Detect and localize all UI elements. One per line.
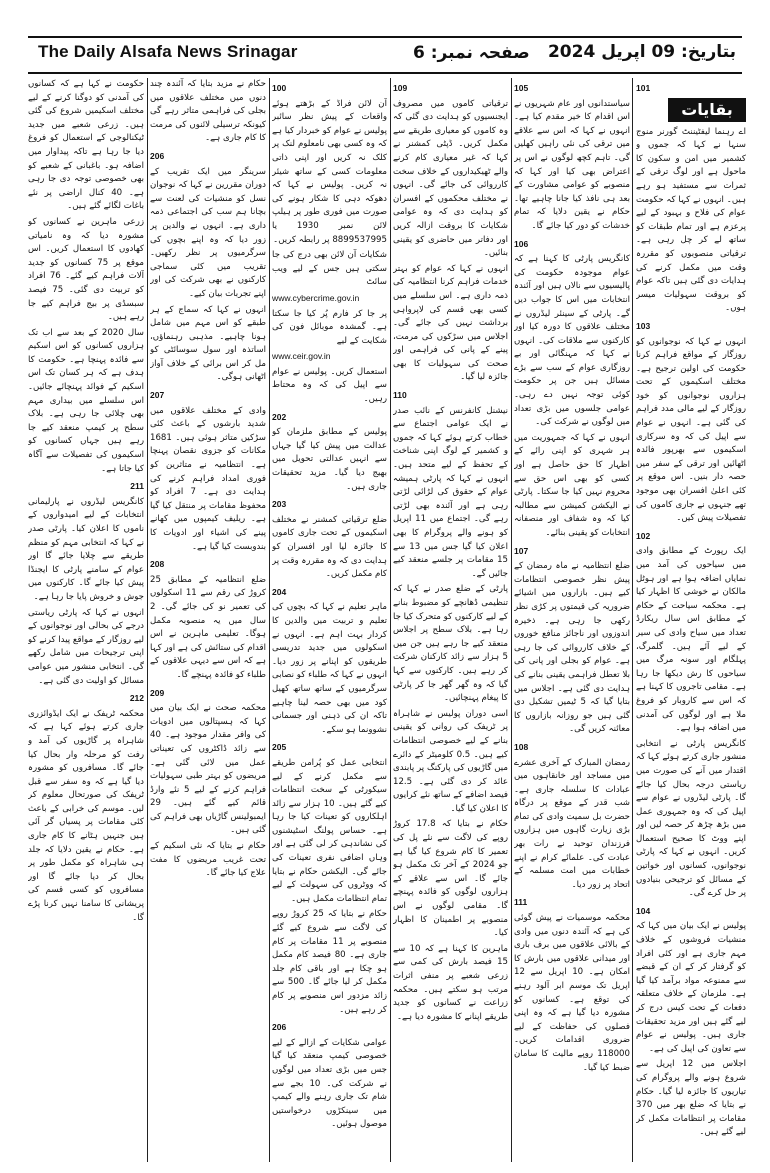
article-paragraph: حکومت نے کہا ہے کہ کسانوں کی آمدنی کو دوگنا کرنے کے لیے مختلف اسکیمیں شروع کی گئی ہیں۔ زرعی شعبے میں جدید ٹیکنالوجی کے استعمال کو فروغ دیا جا رہا ہے تاکہ پیداوار میں اضافہ ہو۔ باغبانی کے شعبے کو بھی خصوصی توجہ دی جا رہی ہے۔ 40 کنال اراضی پر نئے باغات لگائے گئے ہیں۔ — [28, 79, 144, 212]
story-number: 203 — [272, 499, 287, 510]
story-number: 100 — [272, 83, 287, 93]
masthead — [28, 36, 742, 74]
article-paragraph: شکایات آن لائن بھی درج کی جا سکتی ہیں جس کے لیے ویب سائٹ — [272, 250, 387, 288]
section-banner: بقایات — [668, 98, 746, 122]
column-2 — [514, 78, 630, 1162]
column-3 — [393, 78, 508, 1162]
story-number: 202 — [272, 411, 287, 422]
article-paragraph: اسی دوران پولیس نے شاہراہ پر ٹریفک کی روانی کو یقینی بنانے کے لیے خصوصی انتظامات کیے ہیں۔ 0.5 کلومیٹر کے دائرے میں گاڑیوں کی پارکنگ پر پابندی عائد کر دی گئی ہے۔ 12.5 فیصد اضافے کے ساتھ نئے کرایوں کا اعلان کیا گیا۔ — [393, 708, 508, 814]
article-paragraph: انہوں نے کہا کہ نوجوانوں کو روزگار کے مواقع فراہم کرنا حکومت کی اولین ترجیح ہے۔ مختلف اسکیموں کے تحت ہزاروں نوجوانوں کو خود روزگار کے لیے مالی مدد فراہم کی گئی ہے۔ انہوں نے عوام سے اپیل کی کہ وہ سرکاری اسکیموں سے بھرپور فائدہ اٹھائیں اور ترقی کے سفر میں حصہ دار بنیں۔ اس موقع پر کئی اعلیٰ افسران بھی موجود تھے جنہوں نے جاری کاموں کی تفصیلات پیش کیں۔ — [636, 336, 746, 524]
article-paragraph: سیاستدانوں اور عام شہریوں نے اس اقدام کا خیر مقدم کیا ہے۔ انہوں نے کہا کہ اس سے علاقے میں ترقی کی نئی راہیں کھلیں گی۔ تاہم کچھ لوگوں نے اس پر اعتراض بھی کیا اور کہا کہ منصوبے کو عوامی مشاورت کے بعد ہی نافذ کیا جانا چاہیے تھا۔ حکام نے یقین دلایا کہ تمام خدشات کو دور کیا جائے گا۔ — [514, 98, 630, 231]
story-number: 204 — [272, 586, 287, 597]
article-paragraph: حکام نے بتایا کہ نئی اسکیم کے تحت غریب مریضوں کا مفت علاج کیا جائے گا۔ — [150, 841, 266, 879]
article-paragraph: محکمہ صحت نے ایک بیان میں کہا کہ ہسپتالوں میں ادویات کی وافر مقدار موجود ہے۔ 40 سے زائد ڈاکٹروں کی تعیناتی عمل میں لائی گئی ہے۔ مریضوں کو بہتر طبی سہولیات فراہم کرنے کے لیے 5 نئے وارڈ قائم کیے گئے ہیں۔ 29 ایمبولینس گاڑیاں بھی فراہم کی گئی ہیں۔ — [150, 703, 266, 836]
article-paragraph: انہوں نے کہا کہ سماج کے ہر طبقے کو اس مہم میں شامل ہونا چاہیے۔ مذہبی رہنماؤں، اساتذہ اور سول سوسائٹی کو مل کر اس برائی کے خلاف آواز اٹھانی ہوگی۔ — [150, 304, 266, 383]
article-paragraph: عوامی شکایات کے ازالے کے لیے خصوصی کیمپ منعقد کیا گیا جس میں بڑی تعداد میں لوگوں نے شرکت کی۔ 10 بجے سے شام تک جاری رہنے والے کیمپ میں سینکڑوں درخواستیں موصول ہوئیں۔ — [272, 1037, 387, 1130]
story-number: 106 — [514, 238, 529, 249]
story-number: 109 — [393, 83, 408, 93]
article-paragraph: حکام نے مزید بتایا کہ آئندہ چند دنوں میں مختلف علاقوں میں بجلی کی فراہمی متاثر رہے گی کیونکہ ترسیلی لائنوں کی مرمت کا کام جاری ہے۔ — [150, 79, 266, 144]
article-paragraph: رمضان المبارک کے آخری عشرے میں مساجد اور خانقاہوں میں عبادات کا سلسلہ جاری ہے۔ شب قدر کے موقع پر درگاہ حضرت بل سمیت وادی کی تمام بڑی زیارت گاہوں میں ہزاروں فرزندان توحید نے رات بھر عبادت کی۔ علمائے کرام نے اپنے خطابات میں امت مسلمہ کے اتحاد پر زور دیا۔ — [514, 757, 630, 890]
article-paragraph: حکام نے بتایا کہ 17.8 کروڑ روپے کی لاگت سے نئے پل کی تعمیر کا کام شروع کیا گیا ہے جو 2024 کے آخر تک مکمل ہو جائے گا۔ اس سے علاقے کے ہزاروں لوگوں کو فائدہ پہنچے گا۔ مقامی لوگوں نے اس منصوبے پر اطمینان کا اظہار کیا۔ — [393, 819, 508, 939]
story-number: 206 — [150, 150, 165, 161]
article-paragraph: کانگریس پارٹی نے انتخابی منشور جاری کرتے ہوئے کہا کہ اقتدار میں آنے کی صورت میں ریاستی درجہ بحال کیا جائے گا۔ پارٹی لیڈروں نے عوام سے اپیل کی کہ وہ جمہوری عمل میں بڑھ چڑھ کر حصہ لیں اور اپنے ووٹ کا صحیح استعمال کریں۔ انہوں نے کہا کہ پارٹی نوجوانوں، کسانوں اور خواتین کے مسائل کو ترجیحی بنیادوں پر حل کرے گی۔ — [636, 738, 746, 899]
story-number: 207 — [150, 390, 165, 401]
article-paragraph: محکمہ موسمیات نے پیش گوئی کی ہے کہ آئندہ دنوں میں وادی کے بالائی علاقوں میں برف باری اور میدانی علاقوں میں بارش کا امکان ہے۔ 10 اپریل سے 12 اپریل تک موسم ابر آلود رہنے کی توقع ہے۔ کسانوں کو مشورہ دیا گیا ہے کہ وہ اپنی فصلوں کی حفاظت کے لیے ضروری اقدامات کریں۔ 118000 روپے مالیت کا سامان ضبط کیا گیا۔ — [514, 913, 630, 1073]
article-paragraph: نیشنل کانفرنس کے نائب صدر نے ایک عوامی اجتماع سے خطاب کرتے ہوئے کہا کہ جموں و کشمیر کے لوگ اپنی شناخت کے تحفظ کے لیے متحد ہیں۔ انہوں نے کہا کہ پارٹی ہمیشہ عوام کے حقوق کی لڑائی لڑتی رہی ہے اور آئندہ بھی لڑتی رہے گی۔ اجتماع میں 11 اپریل کو ہونے والے پروگرام کا بھی اعلان کیا گیا جس میں 13 سے 15 مقامات پر جلسے منعقد کیے جائیں گے۔ — [393, 405, 508, 579]
column-6 — [28, 78, 144, 1162]
column-4 — [272, 78, 387, 1162]
article-paragraph: سال 2020 کے بعد سے اب تک ہزاروں کسانوں کو اس اسکیم سے فائدہ پہنچا ہے۔ حکومت کا ہدف ہے کہ ہر کسان تک اس اسکیم کے فوائد پہنچائے جائیں۔ اس سلسلے میں بیداری مہم بھی چلائی جا رہی ہے۔ بلاک سطح پر کیمپ منعقد کیے جا رہے ہیں جہاں کسانوں کو اسکیموں کی تفصیلات سے آگاہ کیا جاتا ہے۔ — [28, 327, 144, 474]
column-divider — [511, 78, 512, 1162]
article-paragraph: ماہرین کا کہنا ہے کہ 10 سے 15 فیصد بارش کی کمی سے زرعی شعبے پر منفی اثرات مرتب ہو سکتے ہیں۔ محکمہ زراعت نے کسانوں کو جدید طریقے اپنانے کا مشورہ دیا ہے۔ — [393, 943, 508, 1022]
story-number: 211 — [130, 481, 144, 492]
column-1 — [636, 78, 746, 1162]
issue-date: بتاریخ: 09 اپریل 2024 — [547, 42, 736, 62]
article-paragraph: استعمال کریں۔ پولیس نے عوام سے اپیل کی کہ وہ محتاط رہیں۔ — [272, 366, 387, 405]
article-paragraph: ضلع ترقیاتی کمشنر نے مختلف اسکیموں کے تحت جاری کاموں کا جائزہ لیا اور افسران کو ہدایت دی کہ وہ مقررہ وقت پر کام مکمل کریں۔ — [272, 514, 387, 580]
article-paragraph: ماہر تعلیم نے کہا کہ بچوں کی تعلیم و تربیت میں والدین کا کردار بہت اہم ہے۔ انہوں نے اسکولوں میں جدید تدریسی طریقوں کو اپنانے پر زور دیا۔ انہوں نے کہا کہ طلباء کو نصابی سرگرمیوں کے ساتھ ساتھ کھیل کود میں بھی حصہ لینا چاہیے تاکہ ان کی ذہنی اور جسمانی نشوونما ہو سکے۔ — [272, 602, 387, 735]
story-number: 206 — [272, 1022, 287, 1033]
article-paragraph: ایک رپورٹ کے مطابق وادی میں سیاحوں کی آمد میں نمایاں اضافہ ہوا ہے اور ہوٹل مالکان نے خوشی کا اظہار کیا ہے۔ محکمہ سیاحت کے حکام کے مطابق اس سال ریکارڈ تعداد میں سیاح وادی کی سیر کے لیے آئے ہیں۔ گلمرگ، پہلگام اور سونہ مرگ میں سیاحوں کا رش دیکھا جا رہا ہے۔ مقامی تاجروں کا کہنا ہے کہ اس سے کاروبار کو فروغ ملا ہے اور لوگوں کی آمدنی میں اضافہ ہوا ہے۔ — [636, 546, 746, 734]
article-paragraph: محکمہ ٹریفک نے ایک ایڈوائزری جاری کرتے ہوئے کہا ہے کہ شاہراہ پر گاڑیوں کی آمد و رفت کو مرحلہ وار بحال کیا جائے گا۔ مسافروں کو مشورہ دیا گیا ہے کہ وہ سفر سے قبل ٹریفک کی صورتحال معلوم کر لیں۔ موسم کی خرابی کے باعث کئی مقامات پر پسیاں گر آئی ہیں جنہیں ہٹانے کا کام جاری ہے۔ حکام نے یقین دلایا کہ جلد ہی شاہراہ کو مکمل طور پر بحال کر دیا جائے گا اور مسافروں کو کسی قسم کی پریشانی کا سامنا نہیں کرنا پڑے گا۔ — [28, 708, 144, 923]
article-paragraph: وادی کے مختلف علاقوں میں شدید بارشوں کے باعث کئی سڑکیں متاثر ہوئی ہیں۔ 1681 مکانات کو جزوی نقصان پہنچا ہے۔ انتظامیہ نے متاثرین کو فوری امداد فراہم کرنے کی ہدایت دی ہے۔ 7 افراد کو محفوظ مقامات پر منتقل کیا گیا ہے۔ ریلیف کیمپوں میں کھانے پینے کی اشیاء اور ادویات کا بندوبست کیا گیا ہے۔ — [150, 405, 266, 552]
news-page — [28, 78, 746, 1162]
story-number: 110 — [393, 390, 407, 401]
column-divider — [147, 78, 148, 1162]
article-paragraph: پر جا کر فارم پُر کیا جا سکتا ہے۔ گمشدہ موبائل فون کی شکایت کے لیے — [272, 308, 387, 346]
column-5 — [150, 78, 266, 1162]
article-paragraph: ضلع انتظامیہ کے مطابق 25 کروڑ کی رقم سے 11 اسکولوں کی تعمیر نو کی جائے گی۔ 2 سال میں یہ منصوبہ مکمل ہوگا۔ تعلیمی ماہرین نے اس اقدام کی ستائش کی ہے اور کہا ہے کہ اس سے دیہی علاقوں کے طلباء کو فائدہ پہنچے گا۔ — [150, 574, 266, 680]
story-number: 205 — [272, 742, 287, 753]
article-paragraph: پارٹی کے ضلع صدر نے کہا کہ تنظیمی ڈھانچے کو مضبوط بنانے کے لیے کارکنوں کو متحرک کیا جا رہا ہے۔ بلاک سطح پر اجلاس منعقد کیے جا رہے ہیں جن میں 5 ہزار سے زائد کارکنان شرکت کر رہے ہیں۔ کارکنوں سے کہا گیا کہ وہ گھر گھر جا کر پارٹی کا پیغام پہنچائیں۔ — [393, 584, 508, 704]
story-number: 212 — [129, 693, 144, 704]
article-paragraph: زرعی ماہرین نے کسانوں کو مشورہ دیا کہ وہ نامیاتی کھادوں کا استعمال کریں۔ اس موقع پر 75 کسانوں کو جدید آلات فراہم کیے گئے۔ 76 افراد کو تربیت دی گئی۔ 75 فیصد سبسڈی پر بیج فراہم کیے جا رہے ہیں۔ — [28, 216, 144, 323]
article-paragraph: حکام نے بتایا کہ 25 کروڑ روپے کی لاگت سے شروع کیے گئے منصوبے پر 11 مقامات پر کام جاری ہے۔ 80 فیصد کام مکمل ہو چکا ہے اور باقی کام جلد مکمل کر لیا جائے گا۔ 500 سے زائد مزدور اس منصوبے پر کام کر رہے ہیں۔ — [272, 909, 387, 1015]
web-link[interactable]: www.ceir.gov.in — [272, 351, 331, 362]
column-divider — [390, 78, 391, 1162]
story-number: 208 — [150, 559, 165, 570]
article-paragraph: اے رہنما لیفٹیننٹ گورنر منوج سنہا نے کہا کہ جموں و کشمیر میں امن و سکون کا ماحول ہے اور لوگ ترقی کے ثمرات سے مستفید ہو رہے ہیں۔ انہوں نے کہا کہ حکومت عوام کی فلاح و بہبود کے لیے پرعزم ہے اور تمام طبقات کو ساتھ لے کر چل رہی ہے۔ ترقیاتی منصوبوں کو مقررہ وقت میں مکمل کرنے کی ہدایات دی گئی ہیں تاکہ عوام کو بروقت سہولیات میسر ہوں۔ — [636, 126, 746, 314]
article-paragraph: ضلع انتظامیہ نے ماہ رمضان کے پیش نظر خصوصی انتظامات کیے ہیں۔ بازاروں میں اشیائے ضروریہ کی قیمتوں پر کڑی نظر رکھی جا رہی ہے۔ ذخیرہ اندوزوں اور ناجائز منافع خوروں کے خلاف کارروائی کی جا رہی ہے۔ عوام کو بجلی اور پانی کی بلا تعطل فراہمی یقینی بنانے کی ہدایت دی گئی ہے۔ اجلاس میں بتایا گیا کہ 5 ٹیمیں تشکیل دی گئی ہیں جو روزانہ بازاروں کا معائنہ کریں گی۔ — [514, 561, 630, 735]
article-paragraph: انہوں نے کہا کہ جمہوریت میں ہر شہری کو اپنی رائے کے اظہار کا حق حاصل ہے اور کسی کو بھی اس حق سے محروم نہیں کیا جا سکتا۔ پارٹی نے الیکشن کمیشن سے مطالبہ کیا کہ وہ شفاف اور منصفانہ انتخابات کو یقینی بنائے۔ — [514, 432, 630, 538]
article-paragraph: سرینگر میں ایک تقریب کے دوران مقررین نے کہا کہ نوجوان نسل کو منشیات کی لعنت سے بچانا ہم سب کی اجتماعی ذمہ داری ہے۔ انہوں نے والدین پر زور دیا کہ وہ اپنے بچوں کی سرگرمیوں پر نظر رکھیں۔ تقریب میں کئی سماجی کارکنوں نے بھی شرکت کی اور اپنے تجربات بیان کیے۔ — [150, 166, 266, 299]
newspaper-name: The Daily Alsafa News Srinagar — [38, 42, 298, 61]
article-paragraph: اجلاس میں 12 اپریل سے شروع ہونے والے پروگرام کی تیاریوں کا جائزہ لیا گیا۔ حکام نے بتایا کہ ضلع بھر میں 370 مقامات پر انتظامات مکمل کر لیے گئے ہیں۔ — [636, 1059, 746, 1138]
story-number: 105 — [514, 83, 529, 93]
article-paragraph: کانگریس پارٹی کا کہنا ہے کہ عوام موجودہ حکومت کی پالیسیوں سے نالاں ہیں اور آئندہ انتخابات میں اس کا جواب دیں گے۔ پارٹی کے سینئر لیڈروں نے مختلف علاقوں کا دورہ کیا اور کارکنوں سے ملاقات کی۔ انہوں نے کہا کہ مہنگائی اور بے روزگاری عوام کے سب سے بڑے مسائل ہیں جن پر حکومت کوئی توجہ نہیں دے رہی۔ عوامی جلسوں میں بڑی تعداد میں لوگوں نے شرکت کی۔ — [514, 254, 630, 428]
article-paragraph: انہوں نے کہا کہ عوام کو بہتر خدمات فراہم کرنا انتظامیہ کی ذمہ داری ہے۔ اس سلسلے میں کسی بھی قسم کی لاپرواہی برداشت نہیں کی جائے گی۔ اجلاس میں سڑکوں کی مرمت، پینے کے پانی کی فراہمی اور صحت کی سہولیات کا بھی جائزہ لیا گیا۔ — [393, 263, 508, 383]
story-number: 111 — [514, 897, 528, 908]
story-number: 107 — [514, 545, 529, 556]
story-number: 108 — [514, 741, 529, 752]
article-paragraph: آن لائن فراڈ کے بڑھتے ہوئے واقعات کے پیش نظر سائبر پولیس نے عوام کو خبردار کیا ہے کہ وہ کسی بھی نامعلوم لنک پر کلک نہ کریں اور اپنی ذاتی معلومات کسی کے ساتھ شیئر نہ کریں۔ پولیس نے کہا کہ دھوکہ دہی کا شکار ہونے کی صورت میں فوری طور پر ہیلپ لائن نمبر 1930 یا 8899537995 پر رابطہ کریں۔ — [272, 98, 387, 245]
story-number: 102 — [636, 530, 651, 541]
article-paragraph: انتخابی عمل کو پُرامن طریقے سے مکمل کرنے کے لیے سیکورٹی کے سخت انتظامات کیے گئے ہیں۔ 10 ہزار سے زائد اہلکاروں کو تعینات کیا جا رہا ہے۔ حساس پولنگ اسٹیشنوں کی نشاندہی کر لی گئی ہے اور وہاں اضافی نفری تعینات کی جائے گی۔ الیکشن حکام نے بتایا کہ ووٹروں کی سہولت کے لیے تمام انتظامات مکمل ہیں۔ — [272, 757, 387, 904]
story-number: 101 — [636, 83, 651, 93]
column-divider — [269, 78, 270, 1162]
story-number: 104 — [636, 905, 651, 916]
article-paragraph: کانگریس لیڈروں نے پارلیمانی انتخابات کے لیے امیدواروں کے ناموں کا اعلان کیا۔ پارٹی صدر نے کہا کہ انتخابی مہم کو منظم طریقے سے چلایا جائے گا اور عوام کے سامنے پارٹی کا ایجنڈا پیش کیا جائے گا۔ کارکنوں میں جوش و خروش پایا جا رہا ہے۔ — [28, 496, 144, 602]
web-link[interactable]: www.cybercrime.gov.in — [272, 292, 360, 303]
article-paragraph: ترقیاتی کاموں میں مصروف ایجنسیوں کو ہدایت دی گئی کہ وہ کاموں کو معیاری طریقے سے مکمل کریں۔ ڈپٹی کمشنر نے کہا کہ غیر معیاری کام کرنے والے ٹھیکیداروں کے خلاف سخت کارروائی کی جائے گی۔ انہوں نے مختلف محکموں کے افسران کو ہدایت دی کہ وہ عوامی شکایات کا بروقت ازالہ کریں اور دفاتر میں حاضری کو یقینی بنائیں۔ — [393, 98, 508, 259]
article-paragraph: پولیس نے ایک بیان میں کہا کہ منشیات فروشوں کے خلاف مہم جاری ہے اور کئی افراد کو گرفتار کر کے ان کے قبضے سے ممنوعہ مواد برآمد کیا گیا ہے۔ ملزمان کے خلاف متعلقہ دفعات کے تحت کیس درج کر لیے گئے ہیں اور مزید تحقیقات جاری ہیں۔ پولیس نے عوام سے تعاون کی اپیل کی ہے۔ — [636, 921, 746, 1054]
story-number: 209 — [150, 687, 165, 698]
article-paragraph: پولیس کے مطابق ملزمان کو عدالت میں پیش کیا گیا جہاں سے انہیں عدالتی تحویل میں بھیج دیا گیا۔ مزید تحقیقات جاری ہیں۔ — [272, 427, 387, 492]
article-paragraph: انہوں نے کہا کہ پارٹی ریاستی درجے کی بحالی اور نوجوانوں کے لیے روزگار کے مواقع پیدا کرنے کو اپنی ترجیحات میں شامل رکھے گی۔ انتخابی منشور میں عوامی مسائل کو اولیت دی گئی ہے۔ — [28, 607, 144, 686]
story-number: 103 — [636, 320, 651, 331]
column-divider — [632, 78, 633, 1162]
page-number: صفحہ نمبر: 6 — [413, 43, 530, 63]
